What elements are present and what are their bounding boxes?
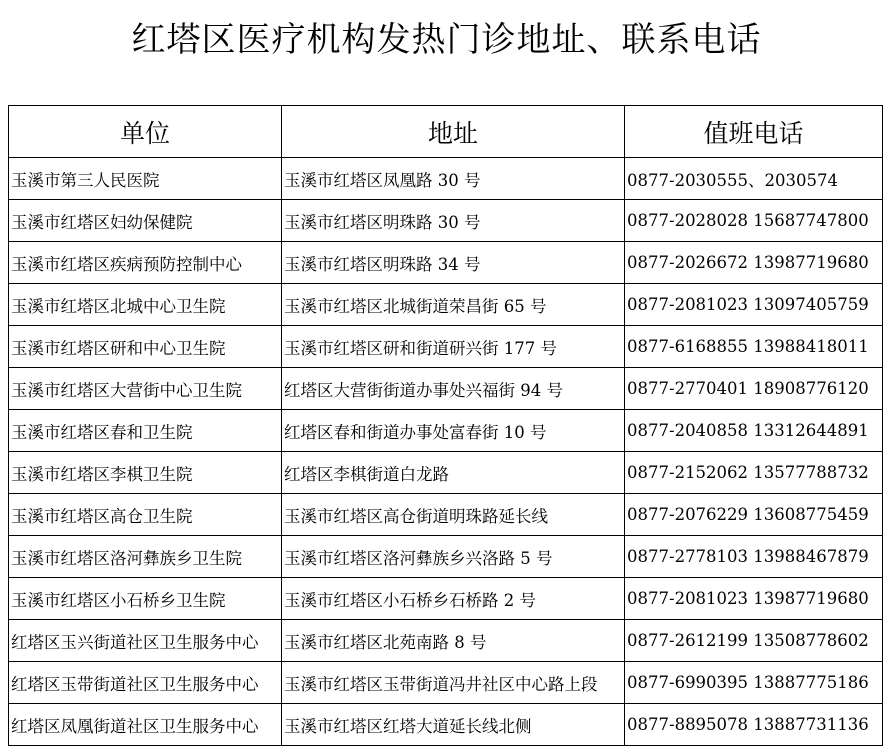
address-cell: 玉溪市红塔区高仓街道明珠路延长线 (282, 494, 625, 536)
column-header-unit: 单位 (9, 106, 282, 158)
address-cell: 红塔区李棋街道白龙路 (282, 452, 625, 494)
phone-cell: 0877-6990395 13887775186 (625, 662, 883, 704)
unit-cell: 玉溪市红塔区高仓卫生院 (9, 494, 282, 536)
unit-cell: 红塔区玉带街道社区卫生服务中心 (9, 662, 282, 704)
unit-cell: 玉溪市第三人民医院 (9, 158, 282, 200)
unit-cell: 玉溪市红塔区北城中心卫生院 (9, 284, 282, 326)
page-title: 红塔区医疗机构发热门诊地址、联系电话 (131, 20, 762, 60)
phone-cell: 0877-2040858 13312644891 (625, 410, 883, 452)
unit-cell: 玉溪市红塔区李棋卫生院 (9, 452, 282, 494)
unit-cell: 玉溪市红塔区研和中心卫生院 (9, 326, 282, 368)
address-cell: 玉溪市红塔区北城街道荣昌街 65 号 (282, 284, 625, 326)
phone-cell: 0877-8895078 13887731136 (625, 704, 883, 746)
phone-cell: 0877-6168855 13988418011 (625, 326, 883, 368)
table-row (9, 158, 883, 200)
address-cell: 玉溪市红塔区洛河彝族乡兴洛路 5 号 (282, 536, 625, 578)
address-cell: 玉溪市红塔区明珠路 34 号 (282, 242, 625, 284)
unit-cell: 玉溪市红塔区小石桥乡卫生院 (9, 578, 282, 620)
table-row (9, 620, 883, 662)
phone-cell: 0877-2030555、2030574 (625, 158, 883, 200)
phone-cell: 0877-2081023 13987719680 (625, 578, 883, 620)
unit-cell: 红塔区凤凰街道社区卫生服务中心 (9, 704, 282, 746)
table-row (9, 284, 883, 326)
table-row (9, 662, 883, 704)
table-header-row (9, 106, 883, 158)
unit-cell: 红塔区玉兴街道社区卫生服务中心 (9, 620, 282, 662)
table-row (9, 536, 883, 578)
phone-cell: 0877-2026672 13987719680 (625, 242, 883, 284)
phone-cell: 0877-2152062 13577788732 (625, 452, 883, 494)
phone-cell: 0877-2778103 13988467879 (625, 536, 883, 578)
address-cell: 玉溪市红塔区明珠路 30 号 (282, 200, 625, 242)
unit-cell: 玉溪市红塔区疾病预防控制中心 (9, 242, 282, 284)
address-cell: 玉溪市红塔区研和街道研兴街 177 号 (282, 326, 625, 368)
phone-cell: 0877-2028028 15687747800 (625, 200, 883, 242)
phone-cell: 0877-2081023 13097405759 (625, 284, 883, 326)
table-row (9, 494, 883, 536)
unit-cell: 玉溪市红塔区妇幼保健院 (9, 200, 282, 242)
unit-cell: 玉溪市红塔区洛河彝族乡卫生院 (9, 536, 282, 578)
table-row (9, 410, 883, 452)
unit-cell: 玉溪市红塔区春和卫生院 (9, 410, 282, 452)
address-cell: 红塔区大营街街道办事处兴福街 94 号 (282, 368, 625, 410)
column-header-phone: 值班电话 (625, 106, 883, 158)
table-row (9, 704, 883, 746)
clinic-table (8, 105, 883, 746)
column-header-address: 地址 (282, 106, 625, 158)
address-cell: 玉溪市红塔区小石桥乡石桥路 2 号 (282, 578, 625, 620)
address-cell: 玉溪市红塔区北苑南路 8 号 (282, 620, 625, 662)
table-body (9, 158, 883, 746)
table-row (9, 326, 883, 368)
table-row (9, 368, 883, 410)
table-header (9, 106, 883, 158)
address-cell: 玉溪市红塔区红塔大道延长线北侧 (282, 704, 625, 746)
table-row (9, 242, 883, 284)
table-row (9, 452, 883, 494)
phone-cell: 0877-2770401 18908776120 (625, 368, 883, 410)
phone-cell: 0877-2612199 13508778602 (625, 620, 883, 662)
table-row (9, 200, 883, 242)
address-cell: 玉溪市红塔区玉带街道冯井社区中心路上段 (282, 662, 625, 704)
address-cell: 红塔区春和街道办事处富春街 10 号 (282, 410, 625, 452)
table-row (9, 578, 883, 620)
phone-cell: 0877-2076229 13608775459 (625, 494, 883, 536)
unit-cell: 玉溪市红塔区大营街中心卫生院 (9, 368, 282, 410)
address-cell: 玉溪市红塔区凤凰路 30 号 (282, 158, 625, 200)
